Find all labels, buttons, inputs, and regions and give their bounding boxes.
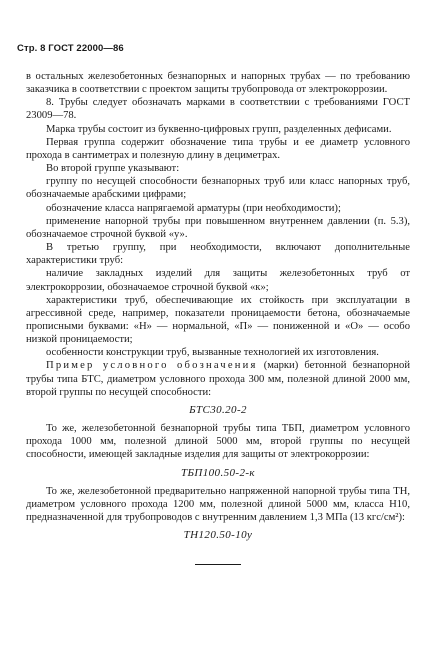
- example-rest: (марки) бетонной безнапорной трубы типа БТС, диаметром условного прохода 300 мм, полезной длиной 2000 мм, второй группы по несущей способности:: [26, 360, 410, 398]
- paragraph: обозначение класса напрягаемой арматуры (при необходимости);: [46, 202, 341, 214]
- paragraph: Первая группа содержит обозначение типа трубы и ее диаметр условного прохода в сантиметрах и полезную длину в дециметрах.: [26, 136, 410, 161]
- paragraph: в остальных железобетонных безнапорных и напорных трубах — по требованию заказчика в соответствии с проектом защиты трубопровода от электрокоррозии.: [26, 71, 410, 96]
- paragraph: группу по несущей способности безнапорных труб или класс напорных труб, обозначаемые арабскими цифрами;: [26, 176, 410, 201]
- pipe-mark-code: ТБП100.50-2-к: [181, 466, 255, 479]
- example-paragraph: То же, железобетонной безнапорной трубы типа ТБП, диаметром условного прохода 1000 мм, полезной длиной 5000 мм, второй группы по несущей способности, имеющей закладные изделия для защиты от электрокоррозии:: [26, 423, 410, 461]
- page-header: Стр. 8 ГОСТ 22000—86: [17, 43, 124, 54]
- document-body: [26, 70, 410, 565]
- end-rule: [195, 564, 241, 565]
- pipe-mark-code: ТН120.50-10у: [183, 529, 253, 542]
- paragraph: характеристики труб, обеспечивающие их стойкость при эксплуатации в агрессивной среде, например, показатели проницаемости бетона, обозначаемые прописными буквами: «Н» — нормальной, «П» — пониженной и «О» — особо низкой проницаемости;: [26, 294, 410, 346]
- pipe-mark-code: БТС30.20-2: [189, 403, 247, 416]
- paragraph: особенности конструкции труб, вызванные технологией их изготовления.: [46, 347, 379, 359]
- paragraph: наличие закладных изделий для защиты железобетонных труб от электрокоррозии, обозначаемое строчной буквой «к»;: [26, 268, 410, 293]
- paragraph: В третью группу, при необходимости, включают дополнительные характеристики труб:: [26, 242, 410, 267]
- paragraph: применение напорной трубы при повышенном внутреннем давлении (п. 5.3), обозначаемое строчной буквой «у».: [26, 215, 410, 240]
- example-paragraph: То же, железобетонной предварительно напряженной напорной трубы типа ТН, диаметром условного прохода 1200 мм, полезной длиной 5000 мм, класса Н10, предназначенной для трубопроводов с внутренним давлением 1,3 МПа (13 кгс/см²):: [26, 485, 410, 523]
- example-paragraph: [26, 359, 410, 398]
- paragraph: Марка трубы состоит из буквенно-цифровых групп, разделенных дефисами.: [46, 123, 392, 135]
- example-lead: Пример условного обозначения: [46, 360, 258, 372]
- paragraph: Во второй группе указывают:: [46, 163, 180, 175]
- paragraph: 8. Трубы следует обозначать марками в соответствии с требованиями ГОСТ 23009—78.: [26, 97, 410, 122]
